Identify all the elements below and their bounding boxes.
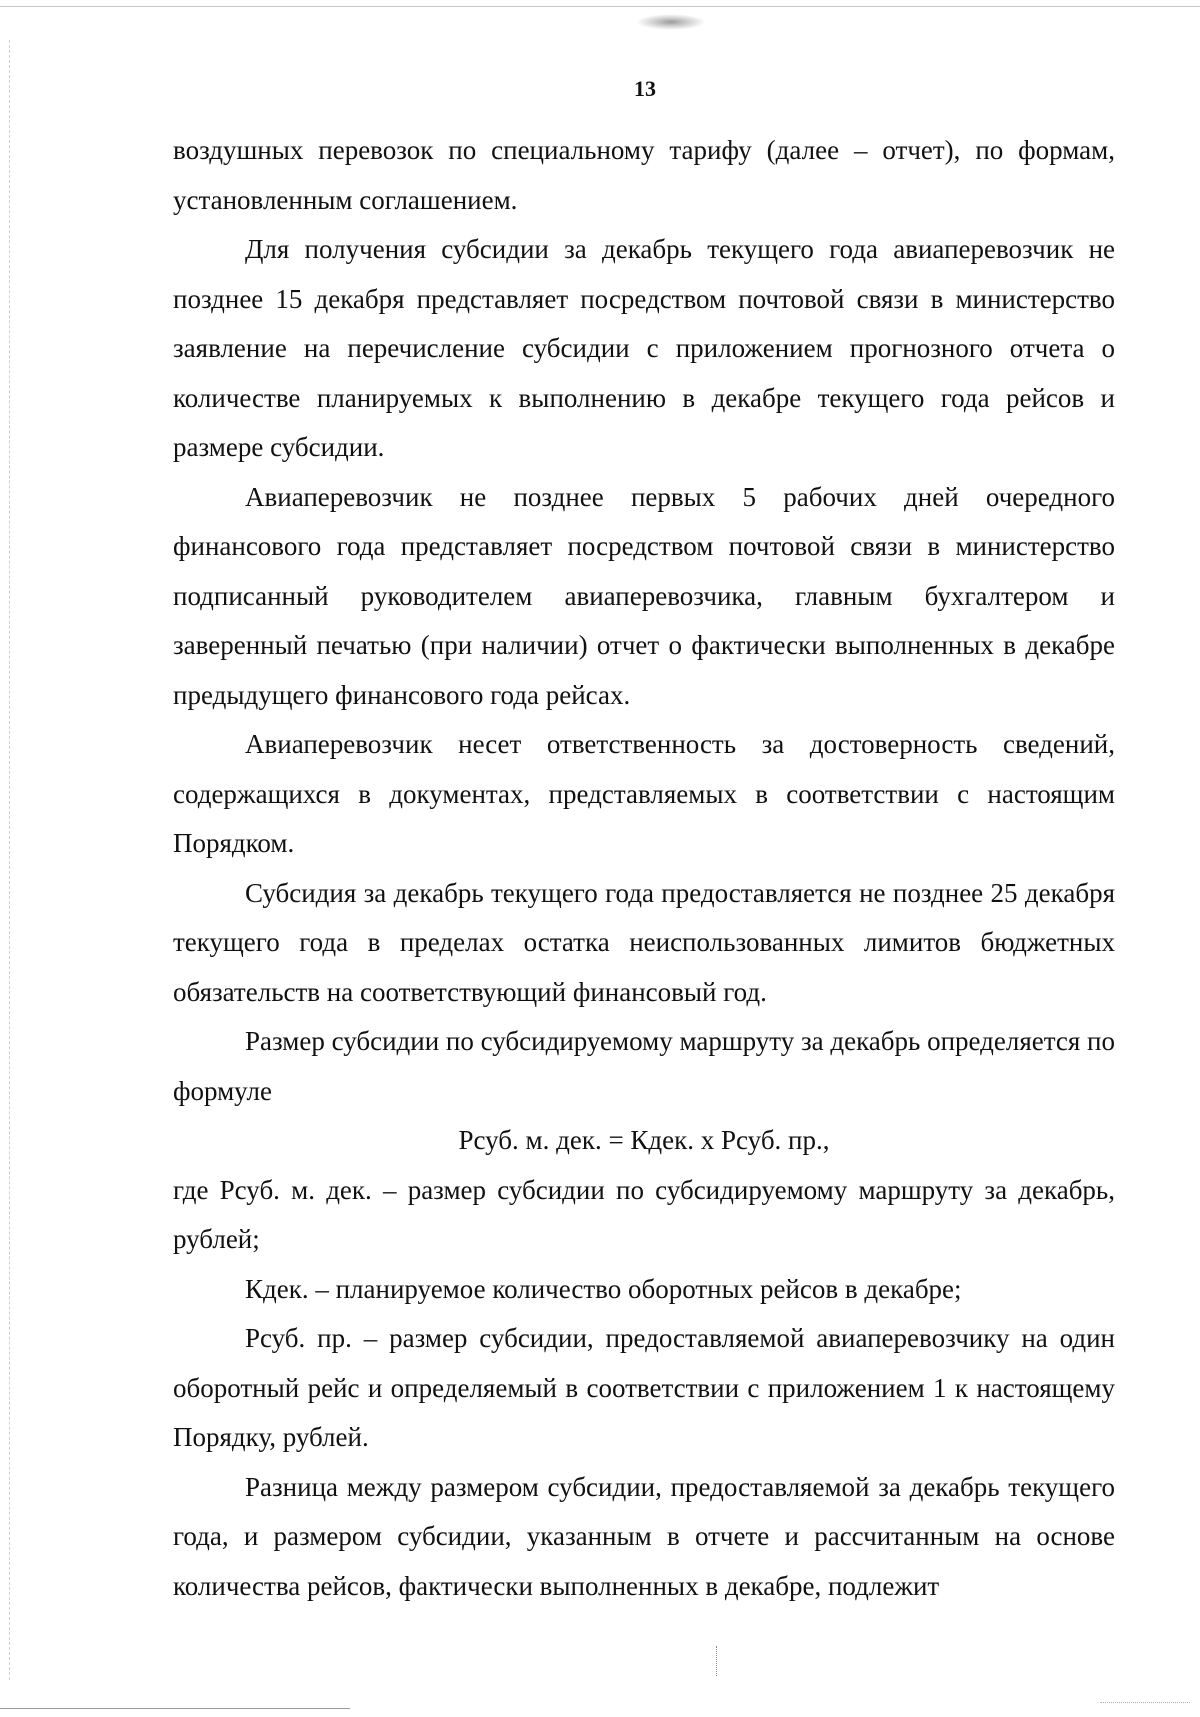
document-body xyxy=(173,126,1115,1611)
paragraph-responsibility: Авиаперевозчик несет ответственность за достоверность сведений, содержащихся в документах, представляемых в соответствии с настоящим Порядком. xyxy=(173,729,1115,858)
paragraph-formula-intro: Размер субсидии по субсидируемому маршруту за декабрь определяется по формуле xyxy=(173,1026,1115,1106)
formula: Рсуб. м. дек. = Кдек. х Рсуб. пр., xyxy=(458,1125,830,1155)
paragraph-subsidy-deadline: Субсидия за декабрь текущего года предоставляется не позднее 25 декабря текущего года в пределах остатка неиспользованных лимитов бюджетных обязательств на соответствующий финансовый год. xyxy=(173,877,1115,1007)
paragraph-rsub-definition: Рсуб. пр. – размер субсидии, предоставляемой авиаперевозчику на один оборотный рейс и определяемый в соответствии с приложением 1 к настоящему Порядку, рублей. xyxy=(173,1323,1115,1452)
scan-edge-left xyxy=(9,40,10,1680)
paragraph-december-application: Для получения субсидии за декабрь текущего года авиаперевозчик не позднее 15 декабря представляет посредством почтовой связи в министерство заявление на перечисление субсидии с приложением прогнозного отчета о количестве планируемых к выполнению в декабре текущего года рейсов и размере субсидии. xyxy=(173,234,1115,462)
scan-dots xyxy=(1100,1702,1190,1704)
scan-speck xyxy=(636,14,706,30)
paragraph-difference: Разница между размером субсидии, предоставляемой за декабрь текущего года, и размером субсидии, указанным в отчете и рассчитанным на основе количества рейсов, фактически выполненных в декабре, подлежит xyxy=(173,1471,1115,1601)
paragraph-formula-where: где Рсуб. м. дек. – размер субсидии по субсидируемому маршруту за декабрь, рублей; xyxy=(173,1174,1115,1254)
paragraph-kdek-definition: Кдек. – планируемое количество оборотных рейсов в декабре; xyxy=(245,1273,962,1304)
paragraph-annual-report: Авиаперевозчик не позднее первых 5 рабочих дней очередного финансового года представляет посредством почтовой связи в министерство подписанный руководителем авиаперевозчика, главным бухгалтером и заверенный печатью (при наличии) отчет о фактически выполненных в декабре предыдущего финансового года рейсах. xyxy=(173,481,1115,710)
page-number: 13 xyxy=(634,76,656,101)
scan-edge-bottom xyxy=(0,1708,350,1709)
paragraph-continuation: воздушных перевозок по специальному тарифу (далее – отчет), по формам, установленным соглашением. xyxy=(173,135,1115,215)
scan-edge-top xyxy=(0,6,1200,7)
scan-mark xyxy=(716,1646,723,1676)
